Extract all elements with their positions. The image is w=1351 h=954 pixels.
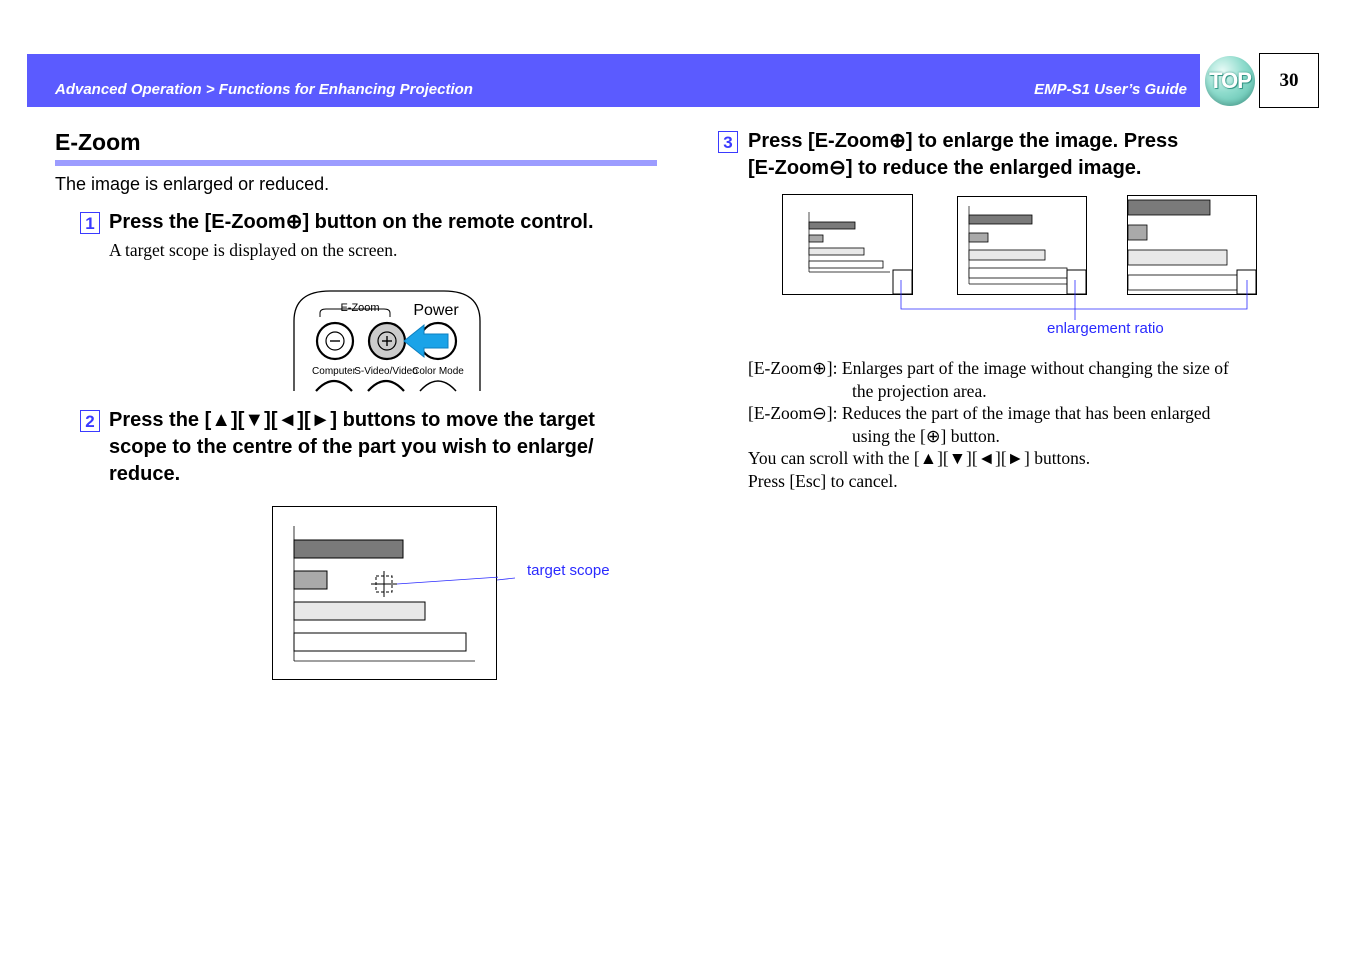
description-block [748, 357, 1308, 492]
zoom-frame-3 [1128, 196, 1257, 295]
step-1-body: A target scope is displayed on the screen. [109, 240, 398, 260]
step-2-title-line-1: Press the [▲][▼][◄][►] buttons to move the target [109, 409, 595, 431]
step-2-title [109, 407, 595, 488]
top-button-label: TOP [1209, 68, 1251, 93]
step-2-number: 2 [80, 410, 100, 432]
top-button[interactable] [1205, 56, 1255, 106]
target-scope-leader [497, 570, 527, 582]
step-3-title-line-2: [E-Zoom⊖] to reduce the enlarged image. [748, 157, 1142, 179]
enlargement-ratio-label: enlargement ratio [1047, 320, 1164, 337]
reduce-text-2: using the [⊕] button. [852, 425, 1000, 446]
reduce-key: [E-Zoom⊖]: [748, 403, 838, 423]
remote-control-illustration [290, 287, 486, 395]
target-scope-label: target scope [527, 562, 610, 579]
scroll-note: You can scroll with the [▲][▼][◄][►] buttons. [748, 448, 1091, 468]
step-1-title: Press the [E-Zoom⊕] button on the remote control. [109, 211, 594, 233]
page-number: 30 [1259, 53, 1319, 108]
power-label: Power [413, 302, 459, 319]
zoom-frame-2 [958, 197, 1087, 295]
reduce-description [748, 402, 1308, 425]
enlarge-description [748, 357, 1308, 380]
svideo-label: S-Video/Video [354, 366, 418, 377]
step-2-title-line-2: scope to the centre of the part you wish to enlarge/ [109, 436, 594, 458]
colormode-label: Color Mode [412, 366, 464, 377]
computer-label: Computer [312, 366, 356, 377]
section-title: E-Zoom [55, 129, 141, 155]
guide-title: EMP-S1 User’s Guide [1034, 81, 1187, 98]
section-intro: The image is enlarged or reduced. [55, 174, 330, 194]
enlarge-text-2: the projection area. [852, 380, 987, 401]
ezoom-label: E-Zoom [340, 302, 380, 314]
breadcrumb[interactable]: Advanced Operation > Functions for Enhancing Projection [55, 81, 473, 98]
reduce-text-1: Reduces the part of the image that has been enlarged [841, 403, 1211, 423]
section-rule [55, 160, 657, 166]
step-1-number: 1 [80, 212, 100, 234]
target-scope-illustration [272, 506, 498, 681]
zoom-frame-1 [783, 195, 913, 295]
enlargement-illustration [780, 192, 1260, 322]
cancel-note: Press [Esc] to cancel. [748, 470, 898, 491]
step-3-number: 3 [718, 131, 738, 153]
step-2-title-line-3: reduce. [109, 463, 181, 485]
step-3-title [748, 128, 1178, 182]
step-3-title-line-1: Press [E-Zoom⊕] to enlarge the image. Press [748, 130, 1179, 152]
enlarge-key: [E-Zoom⊕]: [748, 358, 838, 378]
enlarge-text-1: Enlarges part of the image without changing the size of [841, 358, 1229, 378]
